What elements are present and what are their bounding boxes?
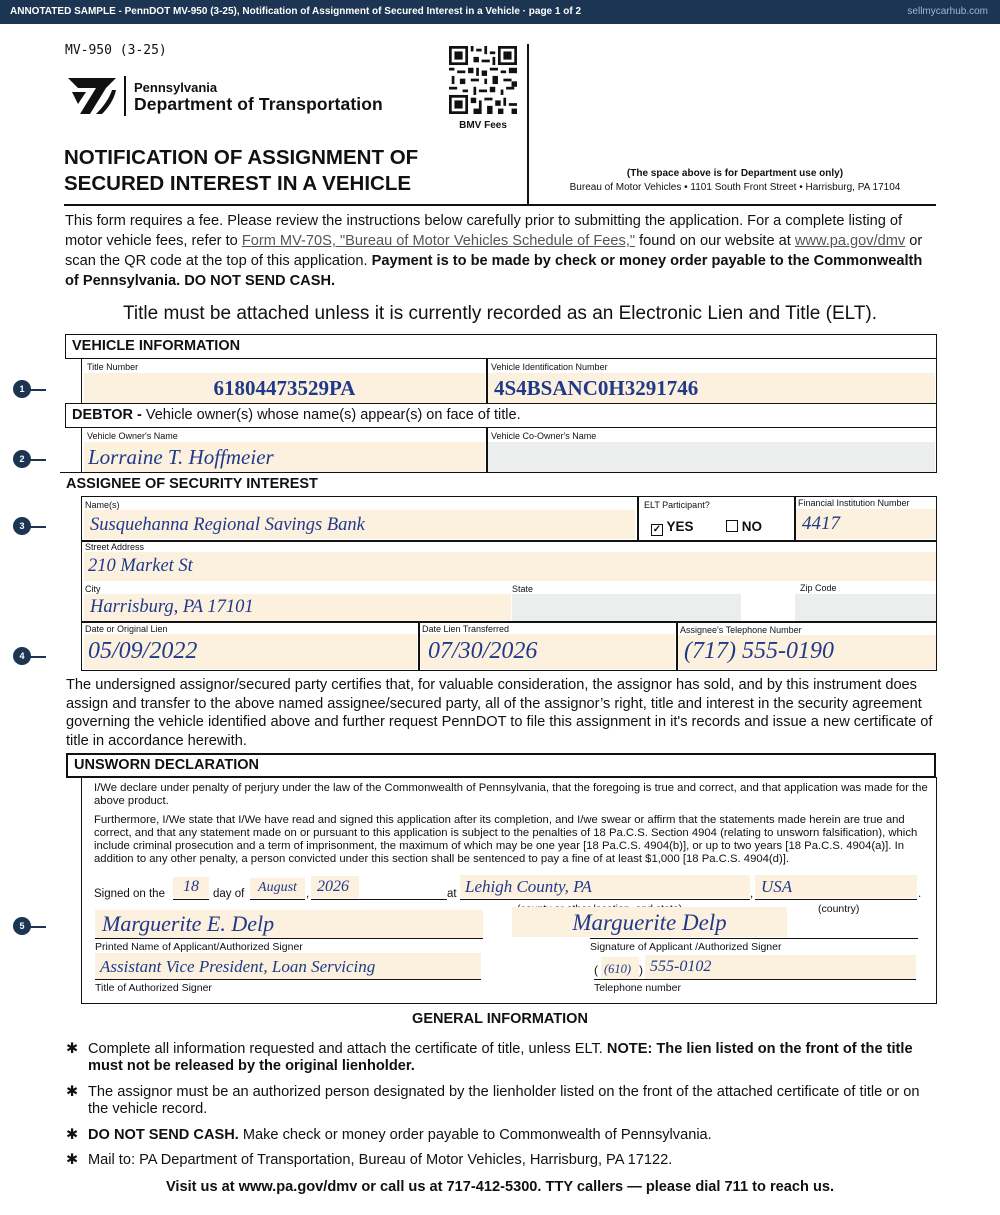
header-divider [527, 44, 529, 204]
day-underline [173, 899, 209, 900]
declaration-paragraph-2: Furthermore, I/We state that I/We have read and signed this application after its completion, and I/we swear or affirm that the statements made herein are true and correct, and that any statement made on or pursuant to this application is subject to the penalties of 18 Pa.C.S. Section 4904 (relating to unsworn falsification), which include criminal prosecution and a term of imprisonment, the maximum of which may be one year [18 Pa.C.S. 4904(b)], or up to two years [18 Pa.C.S. 4904(a)]. In addition to any other penalty, a person convicted under this section shall be sentenced to pay a fine of at least $1,000 [18 Pa.C.S. 4904(d)]. [94, 814, 918, 865]
dept-use-note: (The space above is for Department use only) [626, 168, 844, 179]
paren-open: ( [594, 963, 598, 977]
contact-line: Visit us at www.pa.gov/dmv or call us at 717-412-5300. TTY callers — please dial 711 to reach us. [165, 1179, 835, 1195]
assignee-names-label: Name(s) [85, 500, 120, 510]
elt-no-option[interactable] [726, 519, 762, 534]
owner-name-label: Vehicle Owner's Name [87, 431, 178, 441]
asterisk-bullet-icon: ✱ [66, 1041, 79, 1057]
debtor-section-header [65, 403, 937, 428]
bullet-item [66, 1152, 926, 1169]
signer-title-label: Title of Authorized Signer [95, 982, 212, 994]
fee-schedule-link[interactable]: Form MV-70S, "Bureau of Motor Vehicles Schedule of Fees," [241, 233, 636, 249]
bullet-3-bold: DO NOT SEND CASH. [88, 1127, 239, 1143]
annotation-marker-3: 3 [13, 517, 31, 535]
asterisk-bullet-icon: ✱ [66, 1084, 79, 1100]
site-link[interactable]: sellmycarhub.com [907, 6, 988, 17]
header-rule [64, 204, 936, 206]
intro-paragraph [65, 211, 935, 291]
city-value: Harrisburg, PA 17101 [90, 597, 254, 617]
lien-date-value: 05/09/2022 [88, 638, 198, 664]
vin-label: Vehicle Identification Number [491, 362, 608, 372]
qr-label: BMV Fees [459, 120, 507, 131]
location-underline [460, 899, 750, 900]
debtor-section-note: Vehicle owner(s) whose name(s) appear(s) on face of title. [141, 407, 521, 423]
bullet-4-text: Mail to: PA Department of Transportation, Bureau of Motor Vehicles, Harrisburg, PA 17122. [88, 1152, 673, 1168]
printed-name-label: Printed Name of Applicant/Authorized Signer [95, 941, 303, 953]
intro-text-2: found on our website at [635, 233, 795, 249]
annotation-marker-4: 4 [13, 647, 31, 665]
fin-number-label: Financial Institution Number [798, 498, 910, 508]
street-value: 210 Market St [88, 556, 193, 576]
banner-text: ANNOTATED SAMPLE - PennDOT MV-950 (3-25), Notification of Assignment of Secured Interest in a Vehicle · page 1 of 2 [10, 6, 582, 17]
assignee-names-value: Susquehanna Regional Savings Bank [90, 515, 365, 535]
coowner-name-field[interactable] [488, 442, 935, 472]
declaration-text [94, 782, 929, 866]
comma-separator: , [306, 888, 310, 900]
vin-value: 4S4BSANC0H3291746 [494, 376, 699, 400]
street-label: Street Address [85, 542, 145, 552]
zip-field[interactable] [795, 594, 936, 621]
asterisk-bullet-icon: ✱ [66, 1127, 79, 1143]
bullet-item [66, 1084, 926, 1118]
coowner-name-label: Vehicle Co-Owner's Name [491, 431, 597, 441]
bullet-item [66, 1127, 926, 1144]
signer-title-value: Assistant Vice President, Loan Servicing [100, 957, 376, 976]
certification-text: The undersigned assignor/secured party certifies that, for valuable consideration, the assignor has sold, and by this instrument does assign and transfer to the above named assignee/secured party, all of the assignor’s right, title and interest in the security agreement governing the vehicle identified above and further request PennDOT to file this assignment in it's records and issue a new certificate of title in accordance herewith. [66, 677, 933, 749]
general-info-heading: GENERAL INFORMATION [412, 1011, 588, 1027]
dmv-website-link[interactable]: www.pa.gov/dmv [794, 233, 906, 249]
signer-title-underline [95, 979, 481, 980]
form-title [64, 145, 524, 197]
divider [82, 540, 936, 542]
signer-phone-underline [594, 979, 916, 980]
logo-divider [124, 76, 126, 116]
period: . [918, 888, 922, 900]
form-number: MV-950 (3-25) [65, 43, 167, 58]
vehicle-section-header: VEHICLE INFORMATION [65, 334, 937, 359]
elt-notice: Title must be attached unless it is currently recorded as an Electronic Lien and Title (ELT). [122, 303, 878, 324]
signature-label: Signature of Applicant /Authorized Signer [590, 941, 782, 953]
debtor-section-title: DEBTOR - [72, 407, 142, 423]
elt-no-checkbox[interactable] [726, 520, 738, 532]
owner-name-value: Lorraine T. Hoffmeier [88, 445, 274, 469]
bullet-2-text: The assignor must be an authorized person designated by the lienholder listed on the front of the attached certificate of title or on the vehicle record. [88, 1084, 920, 1117]
title-number-value: 61804473529PA [213, 376, 356, 400]
year-underline [311, 899, 447, 900]
location-value: Lehigh County, PA [465, 877, 592, 896]
checkmark-icon: ✓ [652, 524, 662, 535]
form-title-line2: SECURED INTEREST IN A VEHICLE [64, 172, 412, 195]
annotation-marker-2: 2 [13, 450, 31, 468]
assignee-phone-label: Assignee's Telephone Number [680, 625, 802, 635]
day-value: 18 [183, 878, 199, 895]
annotation-marker-1: 1 [13, 380, 31, 398]
lien-date-label: Date or Original Lien [85, 624, 168, 634]
vehicle-fields-box [81, 358, 937, 404]
title-number-label: Title Number [87, 362, 139, 372]
bullet-1-note: NOTE: The lien listed on the front of the title must not be released by the original lienholder. [88, 1041, 913, 1074]
month-value: August [258, 880, 297, 895]
elt-yes-option[interactable] [651, 519, 694, 536]
intro-text-3: or scan the QR code at the top of this application. [65, 233, 923, 269]
elt-no-label: NO [741, 519, 763, 534]
city-label: City [85, 584, 101, 594]
bullet-item [66, 1041, 926, 1075]
sample-banner [0, 0, 1000, 24]
assignee-phone-value: (717) 555-0190 [684, 638, 834, 664]
zip-label: Zip Code [800, 583, 837, 593]
signature-value: Marguerite Delp [572, 910, 727, 935]
transfer-date-value: 07/30/2026 [428, 638, 538, 664]
country-value: USA [761, 877, 793, 896]
year-value: 2026 [317, 878, 349, 895]
agency-state: Pennsylvania [134, 80, 218, 95]
phone-label: Telephone number [594, 982, 681, 994]
state-field[interactable] [512, 594, 741, 621]
transfer-date-label: Date Lien Transferred [422, 624, 510, 634]
printed-name-value: Marguerite E. Delp [102, 911, 275, 936]
street-field[interactable] [84, 552, 936, 581]
country-underline [755, 899, 917, 900]
annotation-marker-5: 5 [13, 917, 31, 935]
bullet-1-text: Complete all information requested and attach the certificate of title, unless ELT. [88, 1041, 607, 1057]
divider [82, 621, 936, 623]
area-code-value: (610) [604, 962, 632, 976]
at-label: at [447, 888, 457, 900]
divider [637, 497, 639, 540]
elt-participant-label: ELT Participant? [644, 500, 710, 510]
penndot-logo-icon [66, 74, 118, 116]
elt-yes-label: YES [666, 519, 694, 534]
bullet-3-text: Make check or money order payable to Commonwealth of Pennsylvania. [238, 1127, 712, 1143]
day-of-label: day of [213, 888, 245, 900]
declaration-paragraph-1: I/We declare under penalty of perjury under the law of the Commonwealth of Pennsylvania, that the foregoing is true and correct, and that application was made for the above product. [94, 782, 928, 807]
asterisk-bullet-icon: ✱ [66, 1152, 79, 1168]
state-label: State [512, 584, 534, 594]
debtor-fields-box [81, 427, 937, 473]
assignee-section-header: ASSIGNEE OF SECURITY INTEREST [60, 472, 937, 497]
assignee-fields-box [81, 496, 937, 671]
bureau-address: Bureau of Motor Vehicles • 1101 South Front Street • Harrisburg, PA 17104 [569, 182, 901, 193]
comma-separator: , [750, 888, 754, 900]
payment-notice: Payment is to be made by check or money order payable to the Commonwealth of Pennsylvania. DO NOT SEND CASH. [65, 253, 923, 289]
printed-name-underline [95, 938, 483, 939]
elt-yes-checkbox[interactable] [651, 524, 663, 536]
signer-phone-value: 555-0102 [650, 958, 712, 975]
signed-on-label: Signed on the [94, 888, 165, 900]
form-title-line1: NOTIFICATION OF ASSIGNMENT OF [64, 146, 419, 169]
intro-text-1: This form requires a fee. Please review the instructions below carefully prior to submitting the application. For a complete listing of motor vehicle fees, refer to [65, 213, 903, 249]
signature-underline [590, 938, 918, 939]
qr-code-icon[interactable] [449, 46, 517, 114]
paren-close: ) [639, 963, 643, 977]
fin-number-value: 4417 [802, 513, 840, 534]
month-underline [250, 899, 305, 900]
agency-name: Department of Transportation [134, 94, 383, 114]
country-caption: (country) [818, 903, 860, 915]
declaration-section-header: UNSWORN DECLARATION [66, 753, 936, 778]
